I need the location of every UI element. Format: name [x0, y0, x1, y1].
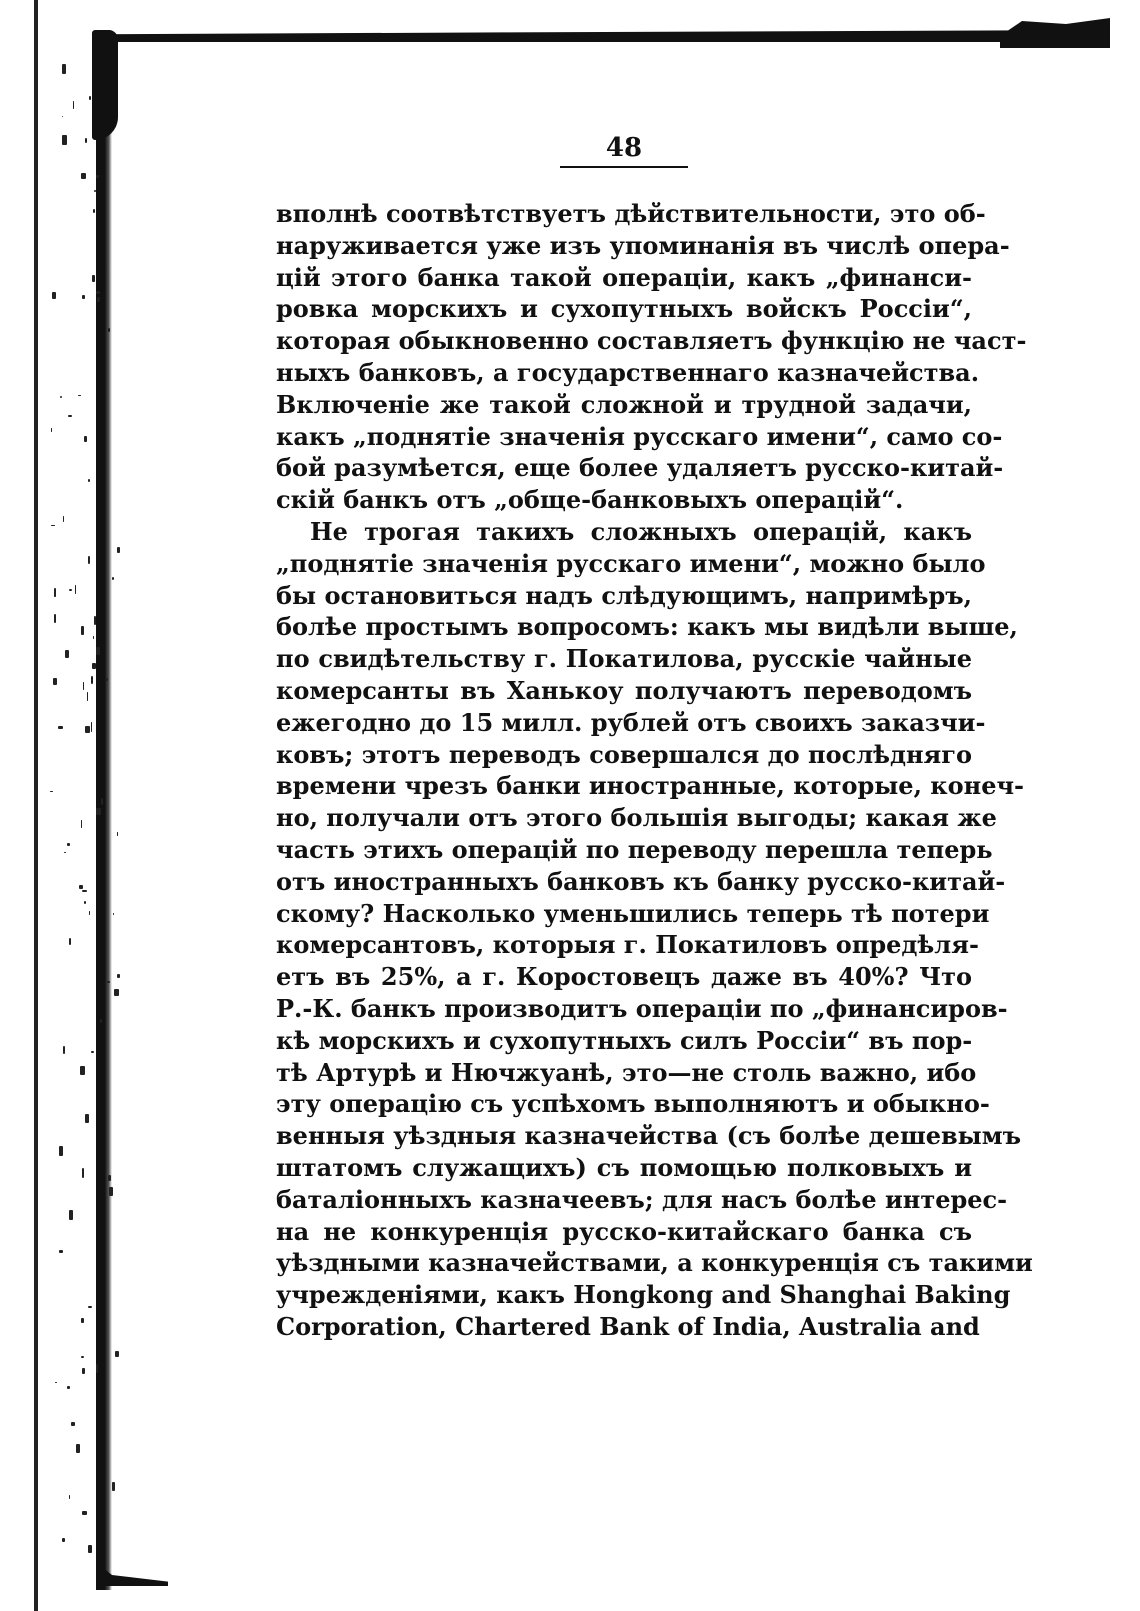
scan-speckle	[84, 901, 85, 904]
scan-speckle	[67, 1386, 70, 1389]
scan-speckle	[91, 1051, 94, 1053]
paragraph-2	[276, 516, 1033, 1343]
scan-speckle	[63, 1046, 65, 1054]
text-line: эту операцію съ успѣхомъ выполняютъ и обыкно-	[276, 1089, 990, 1119]
scan-speckle	[96, 808, 101, 815]
scan-speckle	[107, 981, 110, 982]
scan-speckle	[82, 1368, 85, 1373]
scan-speckle	[112, 1482, 115, 1492]
text-line: ковъ; этотъ переводъ совершался до послѣдняго	[276, 739, 972, 769]
scan-speckle	[59, 1250, 64, 1253]
text-line: тѣ Артурѣ и Нючжуанѣ, это—не столь важно, ибо	[276, 1057, 977, 1087]
scan-speckle	[62, 64, 66, 74]
text-line: комерсантовъ, которыя г. Покатиловъ опредѣля-	[276, 930, 979, 960]
scan-speckle	[88, 556, 90, 564]
scan-speckle	[81, 626, 84, 635]
scan-speckle	[106, 678, 107, 681]
scan-speckle	[96, 175, 99, 178]
text-line: скій банкъ отъ „обще-банковыхъ операцій“.	[276, 485, 904, 515]
scan-speckle	[64, 852, 66, 853]
scan-speckle	[85, 138, 87, 143]
scan-speckle	[117, 547, 120, 552]
scan-speckle	[69, 938, 71, 945]
scan-speckle	[96, 647, 100, 655]
scan-speckle	[88, 1545, 92, 1553]
text-line: цій этого банка такой операціи, какъ „финанси-	[276, 262, 972, 292]
scan-speckle	[96, 1364, 98, 1372]
scan-speckle	[62, 1538, 65, 1541]
scan-speckle	[69, 1495, 70, 1499]
text-line: баталіонныхъ казначеевъ; для насъ болѣе интерес-	[276, 1184, 1008, 1214]
scan-speckle	[58, 726, 63, 729]
scan-speckle	[94, 190, 97, 192]
scan-speckle	[62, 135, 67, 145]
scan-speckle	[85, 1114, 89, 1123]
scan-speckle	[93, 209, 94, 213]
page-number-rule	[560, 166, 688, 168]
scan-speckle	[73, 101, 74, 109]
scan-speckle	[88, 479, 90, 482]
text-line: бы остановиться надъ слѣдующимъ, напримѣръ,	[276, 580, 972, 610]
scan-speckle	[81, 173, 86, 179]
scan-speckle	[101, 798, 103, 805]
text-line: Включеніе же такой сложной и трудной задачи,	[276, 389, 972, 419]
scan-speckle	[117, 974, 119, 978]
scan-border-left-outer	[34, 0, 38, 1611]
scan-speckle	[83, 682, 84, 690]
text-line: ежегодно до 15 милл. рублей отъ своихъ заказчи-	[276, 707, 986, 737]
scan-speckle	[75, 585, 76, 594]
text-line: на не конкуренція русско-китайскаго банка съ	[276, 1216, 972, 1246]
scan-speckle	[81, 820, 82, 829]
scan-speckle	[69, 1210, 73, 1220]
text-line: болѣе простымъ вопросомъ: какъ мы видѣли выше,	[276, 612, 1018, 642]
scan-speckle	[60, 396, 63, 398]
scan-speckle	[84, 436, 87, 442]
scan-speckle	[62, 116, 63, 117]
text-line: комерсанты въ Ханькоу получаютъ переводомъ	[276, 675, 972, 705]
scan-speckle	[51, 525, 54, 527]
scan-speckle	[59, 1146, 62, 1156]
scan-border-top	[98, 30, 1108, 42]
scan-speckle	[105, 265, 107, 266]
scan-speckle	[113, 913, 114, 915]
text-line: Р.-К. банкъ производитъ операціи по „финансиров-	[276, 993, 1008, 1023]
scan-speckle	[117, 832, 118, 837]
text-line: скому? Насколько уменьшились теперь тѣ потери	[276, 898, 990, 928]
scan-speckle	[85, 726, 90, 733]
scan-speckle	[109, 1187, 112, 1196]
scan-speckle	[81, 1318, 84, 1323]
text-line: ровка морскихъ и сухопутныхъ войскъ Россіи“,	[276, 294, 972, 324]
scan-speckle	[65, 650, 69, 658]
scan-speckle	[82, 295, 85, 299]
scan-speckle	[100, 1019, 102, 1023]
scan-speckle	[96, 291, 100, 294]
scan-speckle	[94, 616, 96, 626]
text-line: ныхъ банковъ, а государственнаго казначейства.	[276, 357, 980, 387]
scan-speckle	[81, 1356, 84, 1358]
text-line: отъ иностранныхъ банковъ къ банку русско-китай-	[276, 866, 1006, 896]
scan-speckle	[89, 96, 91, 100]
scan-speckle	[54, 614, 57, 624]
text-line: часть этихъ операцій по переводу перешла теперь	[276, 834, 993, 864]
scan-speckle	[82, 1168, 84, 1177]
scan-speckle	[91, 676, 93, 684]
page-number: 48	[605, 133, 643, 163]
scan-speckle	[53, 678, 57, 685]
scan-speckle	[114, 989, 118, 996]
text-line: Corporation, Chartered Bank of India, Australia and	[276, 1311, 980, 1341]
scan-speckle	[79, 885, 83, 889]
scan-speckle	[68, 415, 72, 417]
text-line: етъ въ 25%, а г. Коростовецъ даже въ 40%? Что	[276, 962, 972, 992]
text-line: по свидѣтельству г. Покатилова, русскіе чайные	[276, 644, 972, 674]
scan-speckle	[63, 516, 64, 522]
scan-speckle	[115, 1351, 119, 1358]
scan-speckle	[80, 1066, 85, 1075]
text-line: какъ „поднятіе значенія русскаго имени“, само со-	[276, 421, 1003, 451]
text-line: „поднятіе значенія русскаго имени“, можно было	[276, 548, 986, 578]
scan-speckle	[87, 692, 88, 701]
scan-speckle	[108, 1175, 111, 1181]
text-line: вполнѣ соотвѣтствуетъ дѣйствительности, это об-	[276, 199, 986, 228]
scan-speckle	[82, 890, 87, 892]
scan-speckle	[92, 663, 96, 670]
scan-speckle	[89, 911, 90, 916]
scan-border-top-right	[1000, 18, 1110, 48]
scan-speckle	[97, 297, 100, 302]
scan-speckle	[52, 292, 56, 299]
text-line: но, получали отъ этого большія выгоды; какая же	[276, 803, 997, 833]
scan-speckle	[82, 1511, 87, 1516]
scan-speckle	[51, 428, 52, 432]
text-line: времени чрезъ банки иностранные, которые, конеч-	[276, 771, 1024, 801]
text-line: наруживается уже изъ упоминанія въ числѣ опера-	[276, 230, 1010, 260]
paragraph-1	[276, 198, 1027, 516]
scan-speckle	[78, 395, 81, 396]
scan-speckle	[91, 722, 92, 732]
scan-speckle	[76, 1444, 80, 1453]
text-line: которая обыкновенно составляетъ функцію не част-	[276, 326, 1027, 356]
scan-speckle	[71, 1422, 74, 1427]
body-text	[276, 198, 1033, 1343]
text-line: бой разумѣется, еще более удаляетъ русско-китай-	[276, 453, 1004, 483]
text-line: венныя уѣздныя казначейства (съ болѣе дешевымъ	[276, 1121, 1021, 1151]
text-line: уѣздными казначействами, а конкуренція съ такими	[276, 1248, 1033, 1278]
scan-speckle	[88, 1306, 92, 1308]
scan-speckle	[54, 588, 56, 598]
scan-speckle	[112, 577, 114, 580]
text-line: учрежденіями, какъ Hongkong and Shanghai Baking	[276, 1280, 1011, 1310]
text-line: Не трогая такихъ сложныхъ операцій, какъ	[310, 516, 972, 546]
text-line: штатомъ служащихъ) съ помощью полковыхъ и	[276, 1152, 972, 1182]
scan-ink-blot	[92, 30, 118, 140]
scan-speckle	[55, 1382, 56, 1384]
scan-speckle	[93, 636, 94, 638]
scan-speckle	[50, 791, 53, 792]
scan-speckle	[69, 589, 71, 591]
scan-speckle	[67, 843, 70, 846]
scan-speckle	[92, 275, 96, 282]
text-line: кѣ морскихъ и сухопутныхъ силъ Россіи“ въ пор-	[276, 1025, 973, 1055]
